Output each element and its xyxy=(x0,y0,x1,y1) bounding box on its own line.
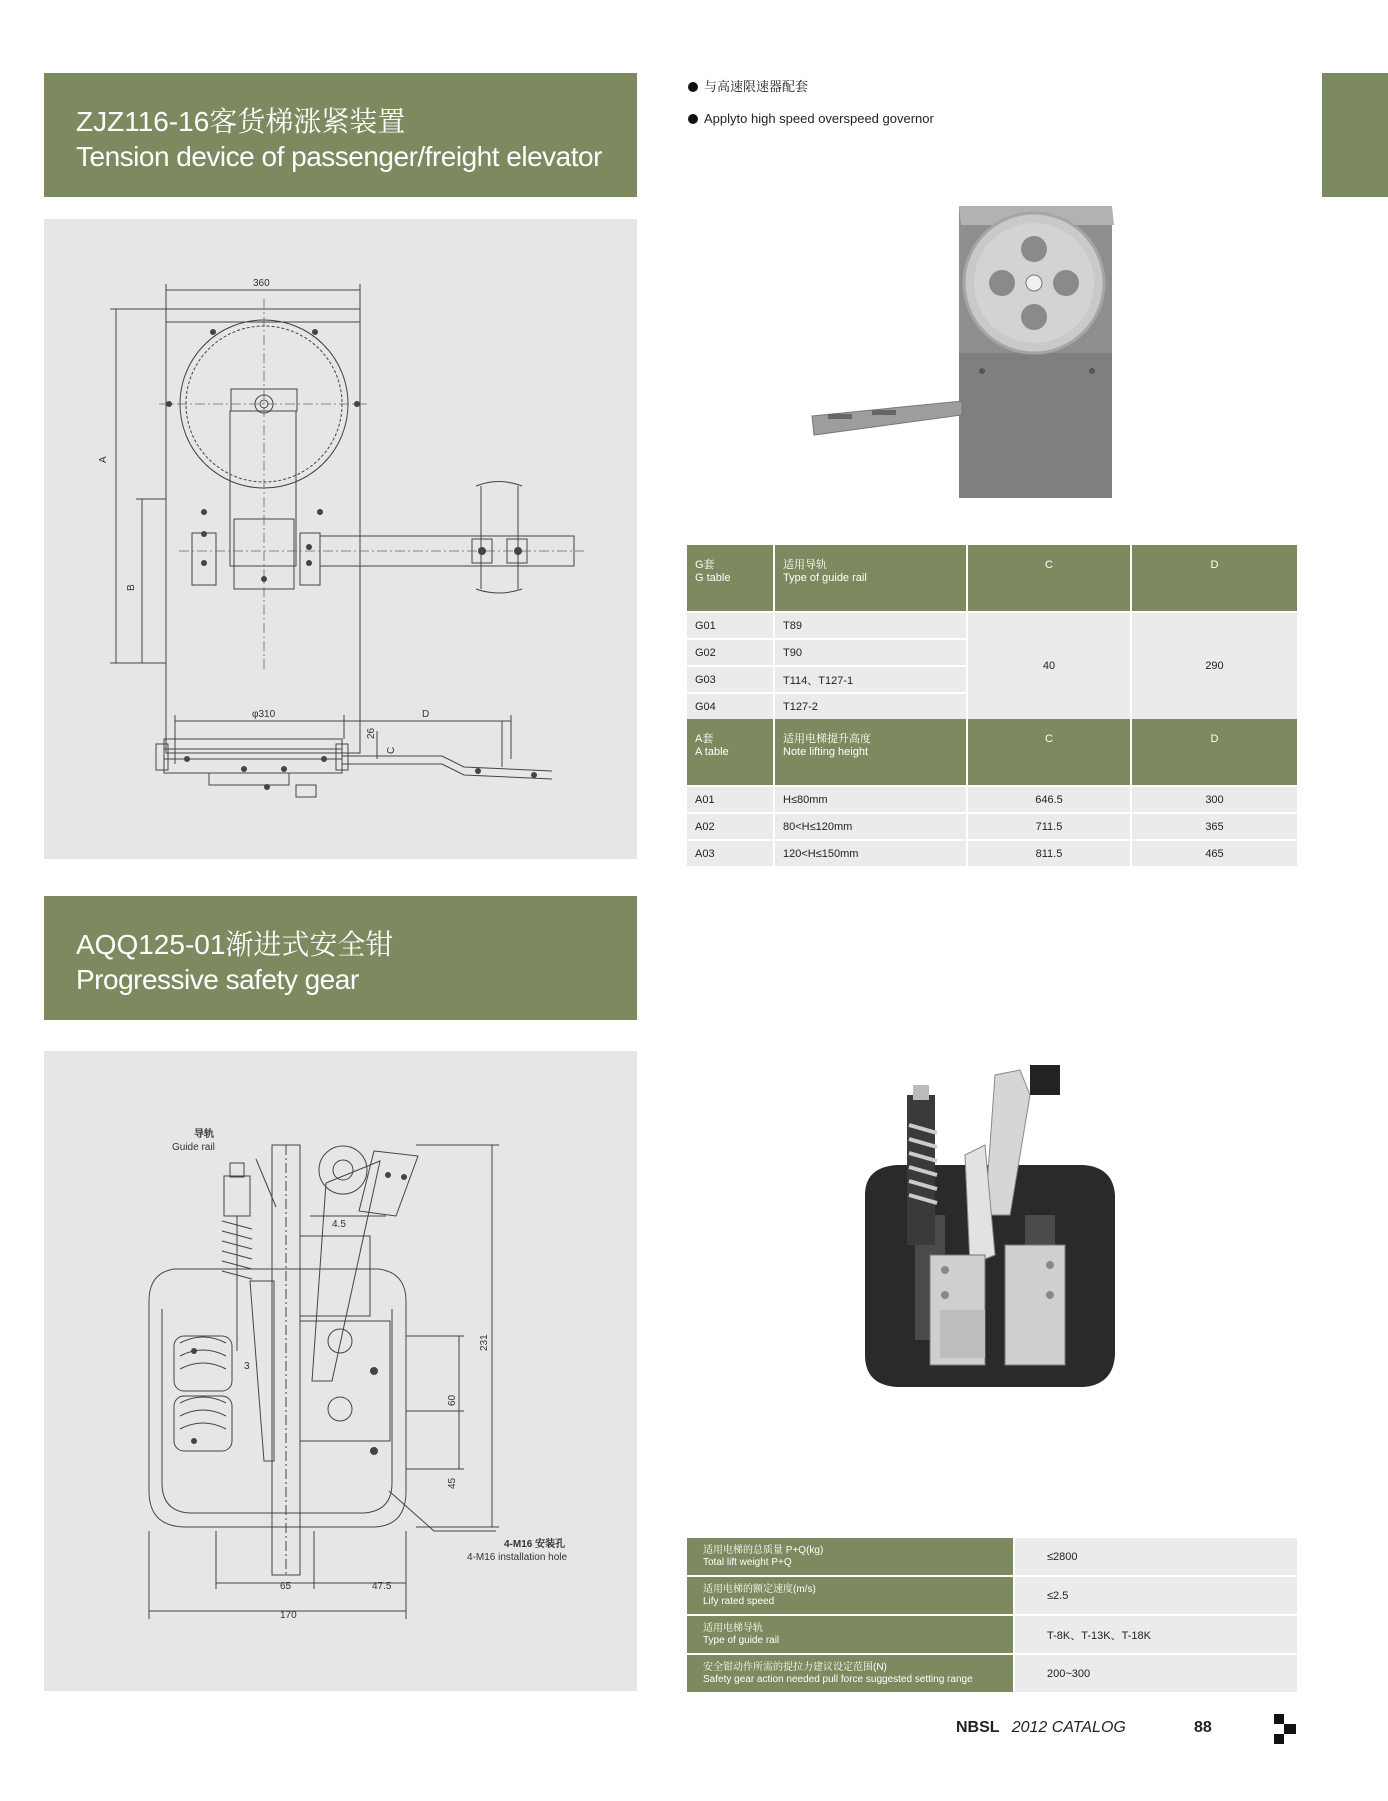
edge-tab xyxy=(1322,73,1388,197)
guide-rail-label-zh: 导轨 xyxy=(194,1129,214,1140)
dim-d: D xyxy=(422,709,430,720)
footer-catalog xyxy=(956,1719,1126,1737)
dim-b: B xyxy=(126,584,137,591)
section2-header xyxy=(44,896,637,1020)
dim-231: 231 xyxy=(479,1334,490,1351)
tension-device-photo xyxy=(802,203,1122,503)
dim-26: 26 xyxy=(366,727,377,739)
g-table-d-value: 290 xyxy=(1132,613,1297,719)
dim-3: 3 xyxy=(244,1361,250,1372)
footer-catalog-label: 2012 CATALOG xyxy=(1011,1719,1126,1736)
section1-title-en: Tension device of passenger/freight elevator xyxy=(76,141,602,172)
dim-phi310: φ310 xyxy=(252,709,276,720)
table-row: A03 120<H≤150mm 811.5 465 xyxy=(687,841,1297,866)
corner-logo-icon xyxy=(1274,1714,1298,1746)
table-row: A01 H≤80mm 646.5 300 xyxy=(687,787,1297,812)
bullet-zh: 与高速限速器配套 xyxy=(688,76,808,95)
bullet-dot-icon xyxy=(688,114,698,124)
dim-47-5: 47.5 xyxy=(372,1581,392,1592)
section1-title-zh: ZJZ116-16客货梯涨紧装置 xyxy=(76,106,406,137)
table-row: 适用电梯导轨 Type of guide rail T-8K、T-13K、T-18K xyxy=(687,1616,1297,1653)
g-table-header-rail: 适用导轨 Type of guide rail xyxy=(775,545,966,611)
g-table xyxy=(685,543,1299,721)
table-row: G04 T127-2 xyxy=(687,694,1297,719)
safety-gear-photo xyxy=(845,1055,1125,1410)
g-table-header-d: D xyxy=(1132,545,1297,611)
table-row: G03 T114、T127-1 xyxy=(687,667,1297,692)
a-table xyxy=(685,717,1299,868)
dim-65: 65 xyxy=(280,1581,292,1592)
a-table-header-d: D xyxy=(1132,719,1297,785)
table-row: G02 T90 xyxy=(687,640,1297,665)
a-table-header-id: A套 A table xyxy=(687,719,773,785)
bullet-dot-icon xyxy=(688,82,698,92)
table-row: 适用电梯的总质量 P+Q(kg) Total lift weight P+Q ≤2800 xyxy=(687,1538,1297,1575)
a-table-header-height: 适用电梯提升高度 Note lifting height xyxy=(775,719,966,785)
g-table-header-c: C xyxy=(968,545,1130,611)
dim-360: 360 xyxy=(253,278,270,289)
safety-gear-drawing xyxy=(44,1051,637,1691)
section1-header xyxy=(44,73,637,197)
table-row: 适用电梯的额定速度(m/s) Lify rated speed ≤2.5 xyxy=(687,1577,1297,1614)
tension-device-drawing xyxy=(44,219,637,859)
dim-170: 170 xyxy=(280,1610,297,1621)
table-row: G01 T89 40 290 xyxy=(687,613,1297,638)
section2-title-en: Progressive safety gear xyxy=(76,964,359,995)
drawing-panel-tension-device xyxy=(44,219,637,859)
table-row: 安全钳动作所需的提拉力建议设定范围(N) Safety gear action needed pull force suggested setting range 200~300 xyxy=(687,1655,1297,1692)
dim-45: 45 xyxy=(447,1477,458,1489)
drawing-panel-safety-gear xyxy=(44,1051,637,1691)
table-row: A02 80<H≤120mm 711.5 365 xyxy=(687,814,1297,839)
dim-4-5: 4.5 xyxy=(332,1219,346,1230)
page-number: 88 xyxy=(1194,1719,1212,1736)
hole-label-en: 4-M16 installation hole xyxy=(467,1552,568,1563)
dim-60: 60 xyxy=(447,1394,458,1406)
footer-brand: NBSL xyxy=(956,1719,1000,1736)
bullet-en: Applyto high speed overspeed governor xyxy=(688,111,934,126)
spec-table xyxy=(685,1536,1299,1694)
a-table-header-c: C xyxy=(968,719,1130,785)
section2-title-zh: AQQ125-01渐进式安全钳 xyxy=(76,929,394,960)
dim-c: C xyxy=(386,746,397,754)
g-table-c-value: 40 xyxy=(968,613,1130,719)
g-table-header-id: G套 G table xyxy=(687,545,773,611)
guide-rail-label-en: Guide rail xyxy=(172,1142,215,1153)
dim-a: A xyxy=(98,456,109,463)
hole-label-zh: 4-M16 安装孔 xyxy=(504,1539,566,1550)
